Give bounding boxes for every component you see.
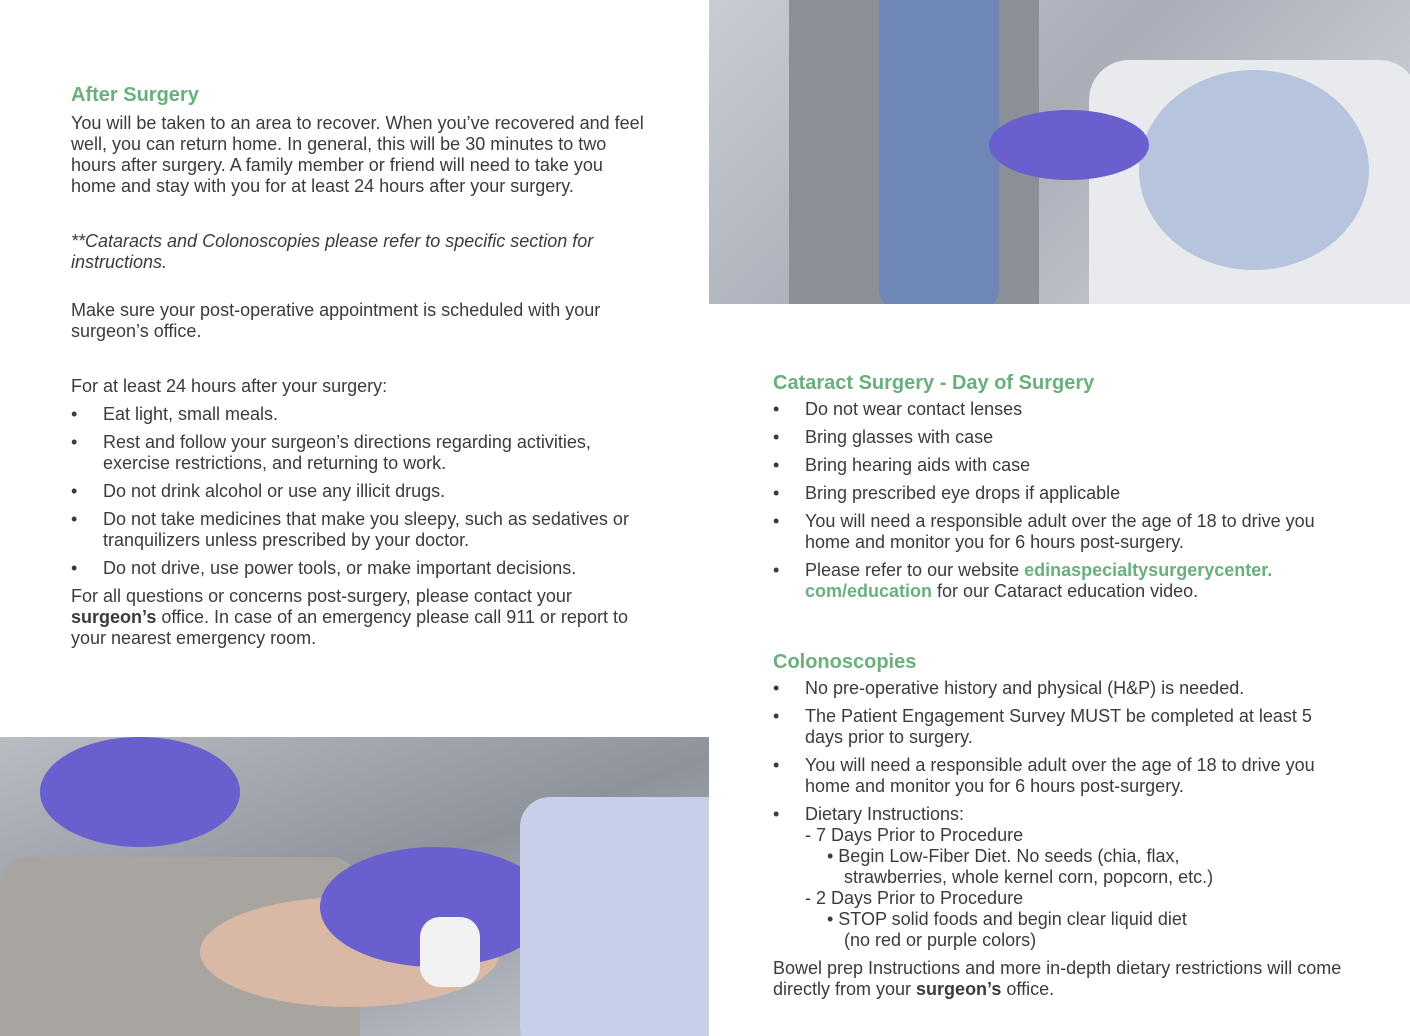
website-link[interactable]: edinaspecialtysurgerycenter. com/education: [805, 560, 1273, 601]
cataract-heading: Cataract Surgery - Day of Surgery: [773, 372, 1095, 394]
list-item: • Do not take medicines that make you sleepy, such as sedatives or tranquilizers unless prescribed by your doctor.: [71, 509, 651, 551]
list-item: • No pre-operative history and physical (H&P) is needed.: [773, 678, 1353, 699]
closing-post: office.: [1001, 979, 1055, 999]
after-surgery-section: [71, 83, 651, 649]
list-item: • Eat light, small meals.: [71, 404, 651, 425]
closing-pre: Bowel prep Instructions and more in-depth dietary restrictions will come directly from your: [773, 958, 1342, 999]
dietary-item: [773, 804, 1353, 951]
cataract-list: [773, 399, 1353, 602]
list-item: • The Patient Engagement Survey MUST be completed at least 5 days prior to surgery.: [773, 706, 1353, 748]
colonoscopies-list: [773, 678, 1353, 951]
after-surgery-list: [71, 404, 651, 579]
list-item: • Bring prescribed eye drops if applicable: [773, 483, 1353, 504]
list-item: • You will need a responsible adult over the age of 18 to drive you home and monitor you for 6 hours post-surgery.: [773, 511, 1353, 553]
specific-section-note: **Cataracts and Colonoscopies please refer to specific section for instructions.: [71, 231, 594, 272]
appointment-text: Make sure your post-operative appointment is scheduled with your surgeon’s office.: [71, 300, 601, 341]
list-item: • You will need a responsible adult over the age of 18 to drive you home and monitor you for 6 hours post-surgery.: [773, 755, 1353, 797]
contact-text: [71, 586, 651, 649]
dietary-step-1-detail-cont: strawberries, whole kernel corn, popcorn, etc.): [844, 867, 1214, 887]
dietary-step-2-detail: • STOP solid foods and begin clear liquid diet: [827, 909, 1187, 929]
list-item: • Bring hearing aids with case: [773, 455, 1353, 476]
website-post: for our Cataract education video.: [932, 581, 1199, 601]
bowel-prep-text: [773, 958, 1353, 1000]
contact-bold: surgeon’s: [71, 607, 157, 627]
website-pre: Please refer to our website: [805, 560, 1025, 580]
dietary-step-2-detail-cont: (no red or purple colors): [844, 930, 1037, 950]
after-surgery-heading: After Surgery: [71, 84, 199, 106]
website-item: [773, 560, 1353, 602]
list-intro: For at least 24 hours after your surgery:: [71, 376, 388, 396]
contact-post: office. In case of an emergency please call 911 or report to your nearest emergency room.: [71, 607, 628, 648]
dietary-label: • Dietary Instructions:: [805, 804, 965, 824]
contact-pre: For all questions or concerns post-surgery, please contact your: [71, 586, 572, 606]
list-item: • Do not drink alcohol or use any illicit drugs.: [71, 481, 651, 502]
closing-bold: surgeon’s: [916, 979, 1002, 999]
list-item: • Do not drive, use power tools, or make important decisions.: [71, 558, 651, 579]
dietary-step-1: - 7 Days Prior to Procedure: [805, 825, 1024, 845]
list-item: • Do not wear contact lenses: [773, 399, 1353, 420]
photo-iv-hand: [0, 737, 709, 1036]
photo-eye-drops: [709, 0, 1410, 304]
colonoscopies-heading: Colonoscopies: [773, 651, 917, 673]
after-surgery-intro: You will be taken to an area to recover. When you’ve recovered and feel well, you can return home. In general, this will be 30 minutes to two hours after surgery. A family member or friend will need to take you home and stay with you for at least 24 hours after your surgery.: [71, 113, 644, 196]
list-item: • Bring glasses with case: [773, 427, 1353, 448]
dietary-step-2: - 2 Days Prior to Procedure: [805, 888, 1024, 908]
right-column: [773, 371, 1353, 1000]
dietary-step-1-detail: • Begin Low-Fiber Diet. No seeds (chia, flax,: [827, 846, 1180, 866]
list-item: • Rest and follow your surgeon’s directions regarding activities, exercise restrictions, and returning to work.: [71, 432, 651, 474]
